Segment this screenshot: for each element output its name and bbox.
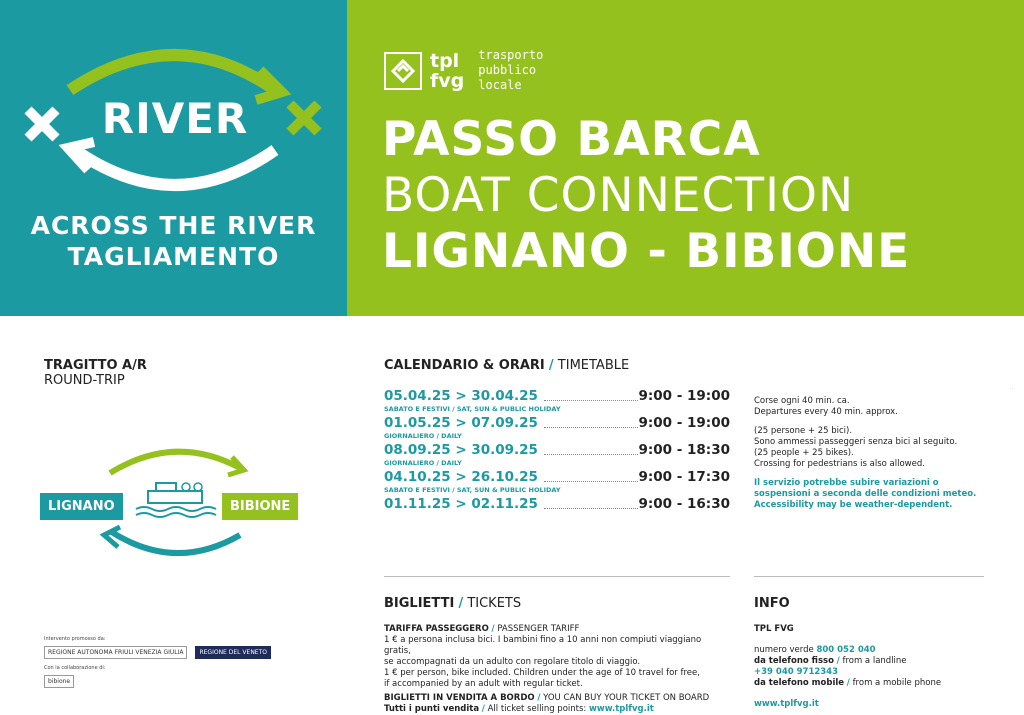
tpl-logo-icon bbox=[384, 52, 422, 90]
row-time: 9:00 - 18:30 bbox=[638, 442, 730, 458]
weather-note: Il servizio potrebbe subire variazioni o sospensioni a seconda delle condizioni meteo. Accessibility may be weather-dependent. bbox=[754, 478, 977, 510]
capacity-line-1: (25 persone + 25 bici). bbox=[754, 426, 853, 436]
capacity-line-4: Crossing for pedestrians is also allowed. bbox=[754, 459, 925, 469]
tariff-line-3: 1 € per person, bike included. Children under the age of 10 travel for free, bbox=[384, 668, 700, 678]
bibione-logo: bibione bbox=[44, 675, 74, 688]
boat-route-diagram bbox=[40, 443, 310, 563]
divider bbox=[754, 576, 984, 577]
green-number-line bbox=[754, 645, 994, 656]
fvg-region-logo: REGIONE AUTONOMA FRIULI VENEZIA GIULIA bbox=[44, 646, 187, 659]
row-dates: 01.05.25 > 07.09.25 bbox=[384, 415, 538, 431]
timetable-title-en: TIMETABLE bbox=[557, 358, 630, 373]
tpl-name-line-2: fvg bbox=[430, 69, 465, 92]
mobile-en: from a mobile phone bbox=[852, 678, 942, 688]
info-body bbox=[754, 624, 994, 710]
frequency-note-en: Departures every 40 min. approx. bbox=[754, 407, 898, 417]
info-title bbox=[754, 596, 790, 611]
sponsors bbox=[44, 636, 294, 688]
frequency-note bbox=[754, 396, 994, 418]
row-note: SABATO E FESTIVI / SAT, SUN & PUBLIC HOLIDAY bbox=[384, 405, 561, 413]
tagline-line-1: ACROSS THE RIVER bbox=[30, 211, 317, 240]
green-number[interactable]: 800 052 040 bbox=[816, 645, 876, 655]
tickets-title-en: TICKETS bbox=[467, 596, 522, 611]
row-note: SABATO E FESTIVI / SAT, SUN & PUBLIC HOLIDAY bbox=[384, 486, 561, 494]
row-time: 9:00 - 17:30 bbox=[638, 469, 730, 485]
onboard-it: BIGLIETTI IN VENDITA A BORDO bbox=[384, 693, 535, 703]
tickets-url-link[interactable]: www.tplfvg.it bbox=[589, 704, 654, 714]
tickets-body bbox=[384, 624, 714, 715]
divider bbox=[384, 576, 730, 577]
row-note: GIORNALIERO / DAILY bbox=[384, 459, 462, 467]
info-title-text: INFO bbox=[754, 596, 790, 611]
headline-line-2: BOAT CONNECTION bbox=[382, 168, 855, 223]
tpl-desc-line-2: pubblico bbox=[478, 63, 537, 77]
round-trip-title-it: TRAGITTO A/R bbox=[44, 358, 147, 373]
headline bbox=[382, 112, 910, 280]
tariff-line-1: 1 € a persona inclusa bici. I bambini fino a 10 anni non compiuti viaggiano gratis, bbox=[384, 635, 702, 656]
landline-line: da telefono fisso / from a landline bbox=[754, 656, 907, 666]
tpl-description bbox=[478, 48, 543, 93]
river-logo-panel bbox=[0, 0, 347, 316]
collaborator-logos bbox=[44, 675, 294, 688]
place-lignano: LIGNANO bbox=[40, 493, 123, 520]
tariff-line-2: se accompagnati da un adulto con regolare titolo di viaggio. bbox=[384, 657, 641, 667]
boat-icon bbox=[136, 483, 216, 517]
timetable-row bbox=[384, 388, 730, 415]
headline-line-1: PASSO BARCA bbox=[382, 112, 761, 167]
info-org: TPL FVG bbox=[754, 624, 794, 634]
timetable-row bbox=[384, 442, 730, 469]
selling-points-en: All ticket selling points: bbox=[487, 704, 587, 714]
tariff-heading: TARIFFA PASSEGGERO / PASSENGER TARIFF bbox=[384, 624, 580, 634]
row-dates: 01.11.25 > 02.11.25 bbox=[384, 496, 538, 512]
selling-points: Tutti i punti vendita / All ticket selling points: www.tplfvg.it bbox=[384, 704, 654, 714]
info-url-link[interactable]: www.tplfvg.it bbox=[754, 699, 819, 709]
onboard-heading: BIGLIETTI IN VENDITA A BORDO / YOU CAN BUY YOUR TICKET ON BOARD bbox=[384, 693, 710, 703]
row-time: 9:00 - 19:00 bbox=[638, 388, 730, 404]
tariff-it: TARIFFA PASSEGGERO bbox=[384, 624, 489, 634]
capacity-note bbox=[754, 426, 994, 470]
timetable-title: CALENDARIO & ORARI / TIMETABLE bbox=[384, 358, 630, 373]
green-number-label: numero verde bbox=[754, 645, 814, 655]
tpl-name-line-1: tpl bbox=[430, 49, 460, 72]
round-trip-title-en: ROUND-TRIP bbox=[44, 373, 125, 388]
collab-label: Con la collaborazione di: bbox=[44, 665, 106, 671]
veneto-region-logo: REGIONE DEL VENETO bbox=[195, 646, 271, 659]
tickets-title: BIGLIETTI / TICKETS bbox=[384, 596, 522, 611]
timetable-row bbox=[384, 496, 730, 523]
row-dates: 05.04.25 > 30.04.25 bbox=[384, 388, 538, 404]
mobile-line: da telefono mobile / from a mobile phone bbox=[754, 678, 942, 688]
row-note: GIORNALIERO / DAILY bbox=[384, 432, 462, 440]
tpl-name bbox=[430, 51, 464, 91]
promoter-logos bbox=[44, 646, 294, 659]
capacity-line-2: Sono ammessi passeggeri senza bici al seguito. bbox=[754, 437, 958, 447]
landline-it: da telefono fisso bbox=[754, 656, 834, 666]
timetable-row bbox=[384, 415, 730, 442]
row-dates: 04.10.25 > 26.10.25 bbox=[384, 469, 538, 485]
tpl-fvg-logo bbox=[384, 48, 543, 93]
print-mark: · bbox=[1010, 388, 1015, 390]
headline-line-3: LIGNANO - BIBIONE bbox=[382, 224, 911, 279]
timetable-notes bbox=[754, 396, 994, 519]
tpl-desc-line-3: locale bbox=[478, 78, 522, 92]
row-time: 9:00 - 19:00 bbox=[638, 415, 730, 431]
landline-en: from a landline bbox=[842, 656, 907, 666]
timetable-row bbox=[384, 469, 730, 496]
onboard-en: YOU CAN BUY YOUR TICKET ON BOARD bbox=[543, 693, 710, 703]
round-trip-heading bbox=[44, 358, 147, 388]
tariff-en: PASSENGER TARIFF bbox=[497, 624, 580, 634]
row-dates: 08.09.25 > 30.09.25 bbox=[384, 442, 538, 458]
promoted-label: Intervento promosso da: bbox=[44, 636, 106, 642]
selling-points-it: Tutti i punti vendita bbox=[384, 704, 480, 714]
capacity-line-3: (25 people + 25 bikes). bbox=[754, 448, 854, 458]
timetable-rows bbox=[384, 388, 730, 523]
tpl-desc-line-1: trasporto bbox=[478, 48, 544, 62]
place-bibione: BIBIONE bbox=[222, 493, 298, 520]
frequency-note-it: Corse ogni 40 min. ca. bbox=[754, 396, 850, 406]
tickets-title-it: BIGLIETTI bbox=[384, 596, 455, 611]
row-time: 9:00 - 16:30 bbox=[638, 496, 730, 512]
river-logo-word: RIVER bbox=[101, 94, 249, 143]
tagline-line-2: TAGLIAMENTO bbox=[67, 242, 280, 271]
mobile-number[interactable]: +39 040 9712343 bbox=[754, 667, 839, 677]
timetable-title-it: CALENDARIO & ORARI bbox=[384, 358, 545, 373]
tariff-line-4: if accompanied by an adult with regular ticket. bbox=[384, 679, 583, 689]
mobile-it: da telefono mobile bbox=[754, 678, 845, 688]
tagline bbox=[0, 210, 347, 272]
